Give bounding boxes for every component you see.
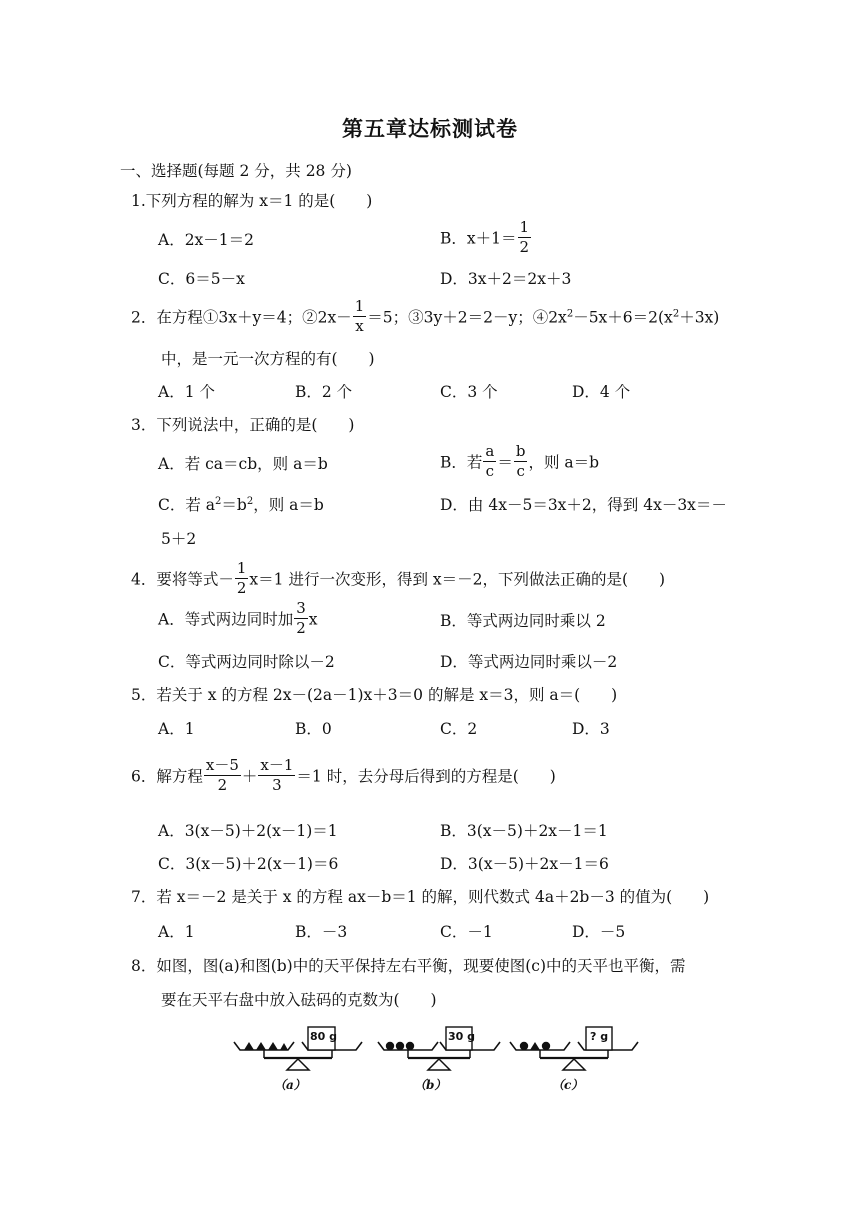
question-6-stem xyxy=(131,756,556,795)
q4-a-fraction xyxy=(294,601,308,636)
q3-b-f2-den: c xyxy=(516,462,525,480)
balance-scale-c-caption: （c） xyxy=(552,1078,584,1092)
q4-frac-num: 1 xyxy=(236,559,247,577)
section-header: 一、选择题(每题 2 分，共 28 分) xyxy=(120,162,352,180)
q2-option-a: A．1 个 xyxy=(158,383,215,401)
q2-option-d: D．4 个 xyxy=(572,383,631,401)
q5-option-a: A．1 xyxy=(158,720,195,738)
q2-frac-den: x xyxy=(355,317,364,335)
q3-c-sup-2: 2 xyxy=(246,496,254,507)
q7-option-b: B．－3 xyxy=(295,923,348,941)
page-title: 第五章达标测试卷 xyxy=(342,117,518,141)
q6-f1-num: x－5 xyxy=(205,756,239,774)
question-2-stem xyxy=(131,297,720,336)
q6-option-a: A．3(x－5)＋2(x－1)＝1 xyxy=(158,822,338,840)
q4-frac-den: 2 xyxy=(236,579,247,597)
q3-b-prefix: B．若 xyxy=(440,453,483,472)
balance-scale-a-caption: （a） xyxy=(274,1078,306,1092)
q1-option-c: C．6＝5－x xyxy=(158,270,245,288)
balance-scale-a xyxy=(230,1022,370,1100)
q3-option-a: A．若 ca＝cb，则 a＝b xyxy=(158,455,328,473)
q4-a-frac-num: 3 xyxy=(296,599,306,617)
balance-scale-b xyxy=(374,1022,514,1100)
q4-option-a xyxy=(158,599,318,638)
q1-option-a: A．2x－1＝2 xyxy=(158,231,255,249)
question-2-stem-line2: 中，是一元一次方程的有( ) xyxy=(161,350,375,368)
q2-sup-1: 2 xyxy=(566,308,574,320)
question-5-stem: 5．若关于 x 的方程 2x－(2a－1)x＋3＝0 的解是 x＝3，则 a＝( ) xyxy=(131,686,618,704)
q5-option-c: C．2 xyxy=(440,720,478,738)
q4-a-suffix: x xyxy=(308,610,318,629)
balance-scale-b-caption: （b） xyxy=(414,1078,447,1092)
q7-option-d: D．－5 xyxy=(572,923,626,941)
q1-b-frac-num: 1 xyxy=(519,218,530,236)
q5-option-b: B．0 xyxy=(295,720,332,738)
q3-c-sup-1: 2 xyxy=(215,496,222,507)
balance-scale-c-weight: ? g xyxy=(590,1030,609,1043)
q2-stem-part-a: 2．在方程①3x＋y＝4；②2x－ xyxy=(131,308,352,327)
q3-option-d: D．由 4x－5＝3x＋2，得到 4x－3x＝－ xyxy=(440,496,727,514)
question-1-stem: 1.下列方程的解为 x＝1 的是( ) xyxy=(131,192,373,210)
q7-option-a: A．1 xyxy=(158,923,195,941)
q6-fraction-1 xyxy=(204,758,241,793)
q4-stem-part-a: 4．要将等式－ xyxy=(131,570,234,589)
q4-option-c: C．等式两边同时除以－2 xyxy=(158,653,335,671)
question-4-stem xyxy=(131,559,666,598)
q4-fraction xyxy=(235,561,249,596)
q4-a-frac-den: 2 xyxy=(296,619,306,637)
q3-option-b xyxy=(440,442,600,481)
q3-b-f1-num: a xyxy=(485,442,495,460)
q2-option-b: B．2 个 xyxy=(295,383,353,401)
q4-option-d: D．等式两边同时乘以－2 xyxy=(440,653,618,671)
q3-c-mid: ＝b xyxy=(221,496,247,514)
question-3-stem: 3．下列说法中，正确的是( ) xyxy=(131,416,355,434)
balance-scale-a-weight: 80 g xyxy=(310,1030,338,1043)
q1-option-d: D．3x＋2＝2x＋3 xyxy=(440,270,572,288)
q3-b-eq: ＝ xyxy=(497,453,513,472)
q7-option-c: C．－1 xyxy=(440,923,493,941)
question-7-stem: 7．若 x＝－2 是关于 x 的方程 ax－b＝1 的解，则代数式 4a＋2b－3 的值为( ) xyxy=(131,888,710,906)
q3-c-prefix: C．若 a xyxy=(158,496,216,514)
q3-c-suffix: ，则 a＝b xyxy=(253,496,324,514)
q3-b-fraction-1 xyxy=(483,444,496,479)
q4-option-b: B．等式两边同时乘以 2 xyxy=(440,612,606,630)
q2-fraction xyxy=(353,299,367,334)
q6-option-d: D．3(x－5)＋2x－1＝6 xyxy=(440,855,609,873)
q2-frac-num: 1 xyxy=(354,297,365,315)
q6-option-b: B．3(x－5)＋2x－1＝1 xyxy=(440,822,608,840)
q6-stem-part-b: ＝1 时，去分母后得到的方程是( ) xyxy=(296,767,556,786)
q3-option-c xyxy=(158,494,324,516)
q6-f2-num: x－1 xyxy=(260,756,294,774)
q3-b-fraction-2 xyxy=(514,444,528,479)
q2-stem-part-b: ＝5；③3y＋2＝2－y；④2x xyxy=(367,308,567,327)
q2-stem-part-c: －5x＋6＝2(x xyxy=(573,308,673,327)
q2-stem-part-d: ＋3x) xyxy=(679,308,720,327)
q2-sup-2: 2 xyxy=(672,308,680,320)
question-8-stem-line2: 要在天平右盘中放入砝码的克数为( ) xyxy=(161,991,437,1009)
q2-option-c: C．3 个 xyxy=(440,383,498,401)
balance-scale-b-weight: 30 g xyxy=(448,1030,476,1043)
q6-option-c: C．3(x－5)＋2(x－1)＝6 xyxy=(158,855,339,873)
q1-b-frac-den: 2 xyxy=(519,238,530,256)
q4-a-prefix: A．等式两边同时加 xyxy=(158,610,294,629)
q3-option-d-cont: 5＋2 xyxy=(161,530,197,548)
q6-stem-part-a: 6．解方程 xyxy=(131,767,203,786)
q1-option-b-text: B．x＋1＝ xyxy=(440,229,517,248)
balance-scale-c xyxy=(506,1022,646,1100)
q6-f1-den: 2 xyxy=(217,776,228,794)
question-8-stem: 8．如图，图(a)和图(b)中的天平保持左右平衡，现要使图(c)中的天平也平衡，需 xyxy=(131,957,686,975)
q6-fraction-2 xyxy=(258,758,295,793)
q3-b-suffix: ，则 a＝b xyxy=(528,453,600,472)
q6-f2-den: 3 xyxy=(272,776,282,794)
q5-option-d: D．3 xyxy=(572,720,610,738)
q1-b-fraction xyxy=(518,220,532,255)
q3-b-f2-num: b xyxy=(515,442,526,460)
q6-plus: ＋ xyxy=(241,767,258,786)
q4-stem-part-b: x＝1 进行一次变形，得到 x＝－2，下列做法正确的是( ) xyxy=(249,570,666,589)
q1-option-b xyxy=(440,218,532,257)
q3-b-f1-den: c xyxy=(485,462,495,480)
